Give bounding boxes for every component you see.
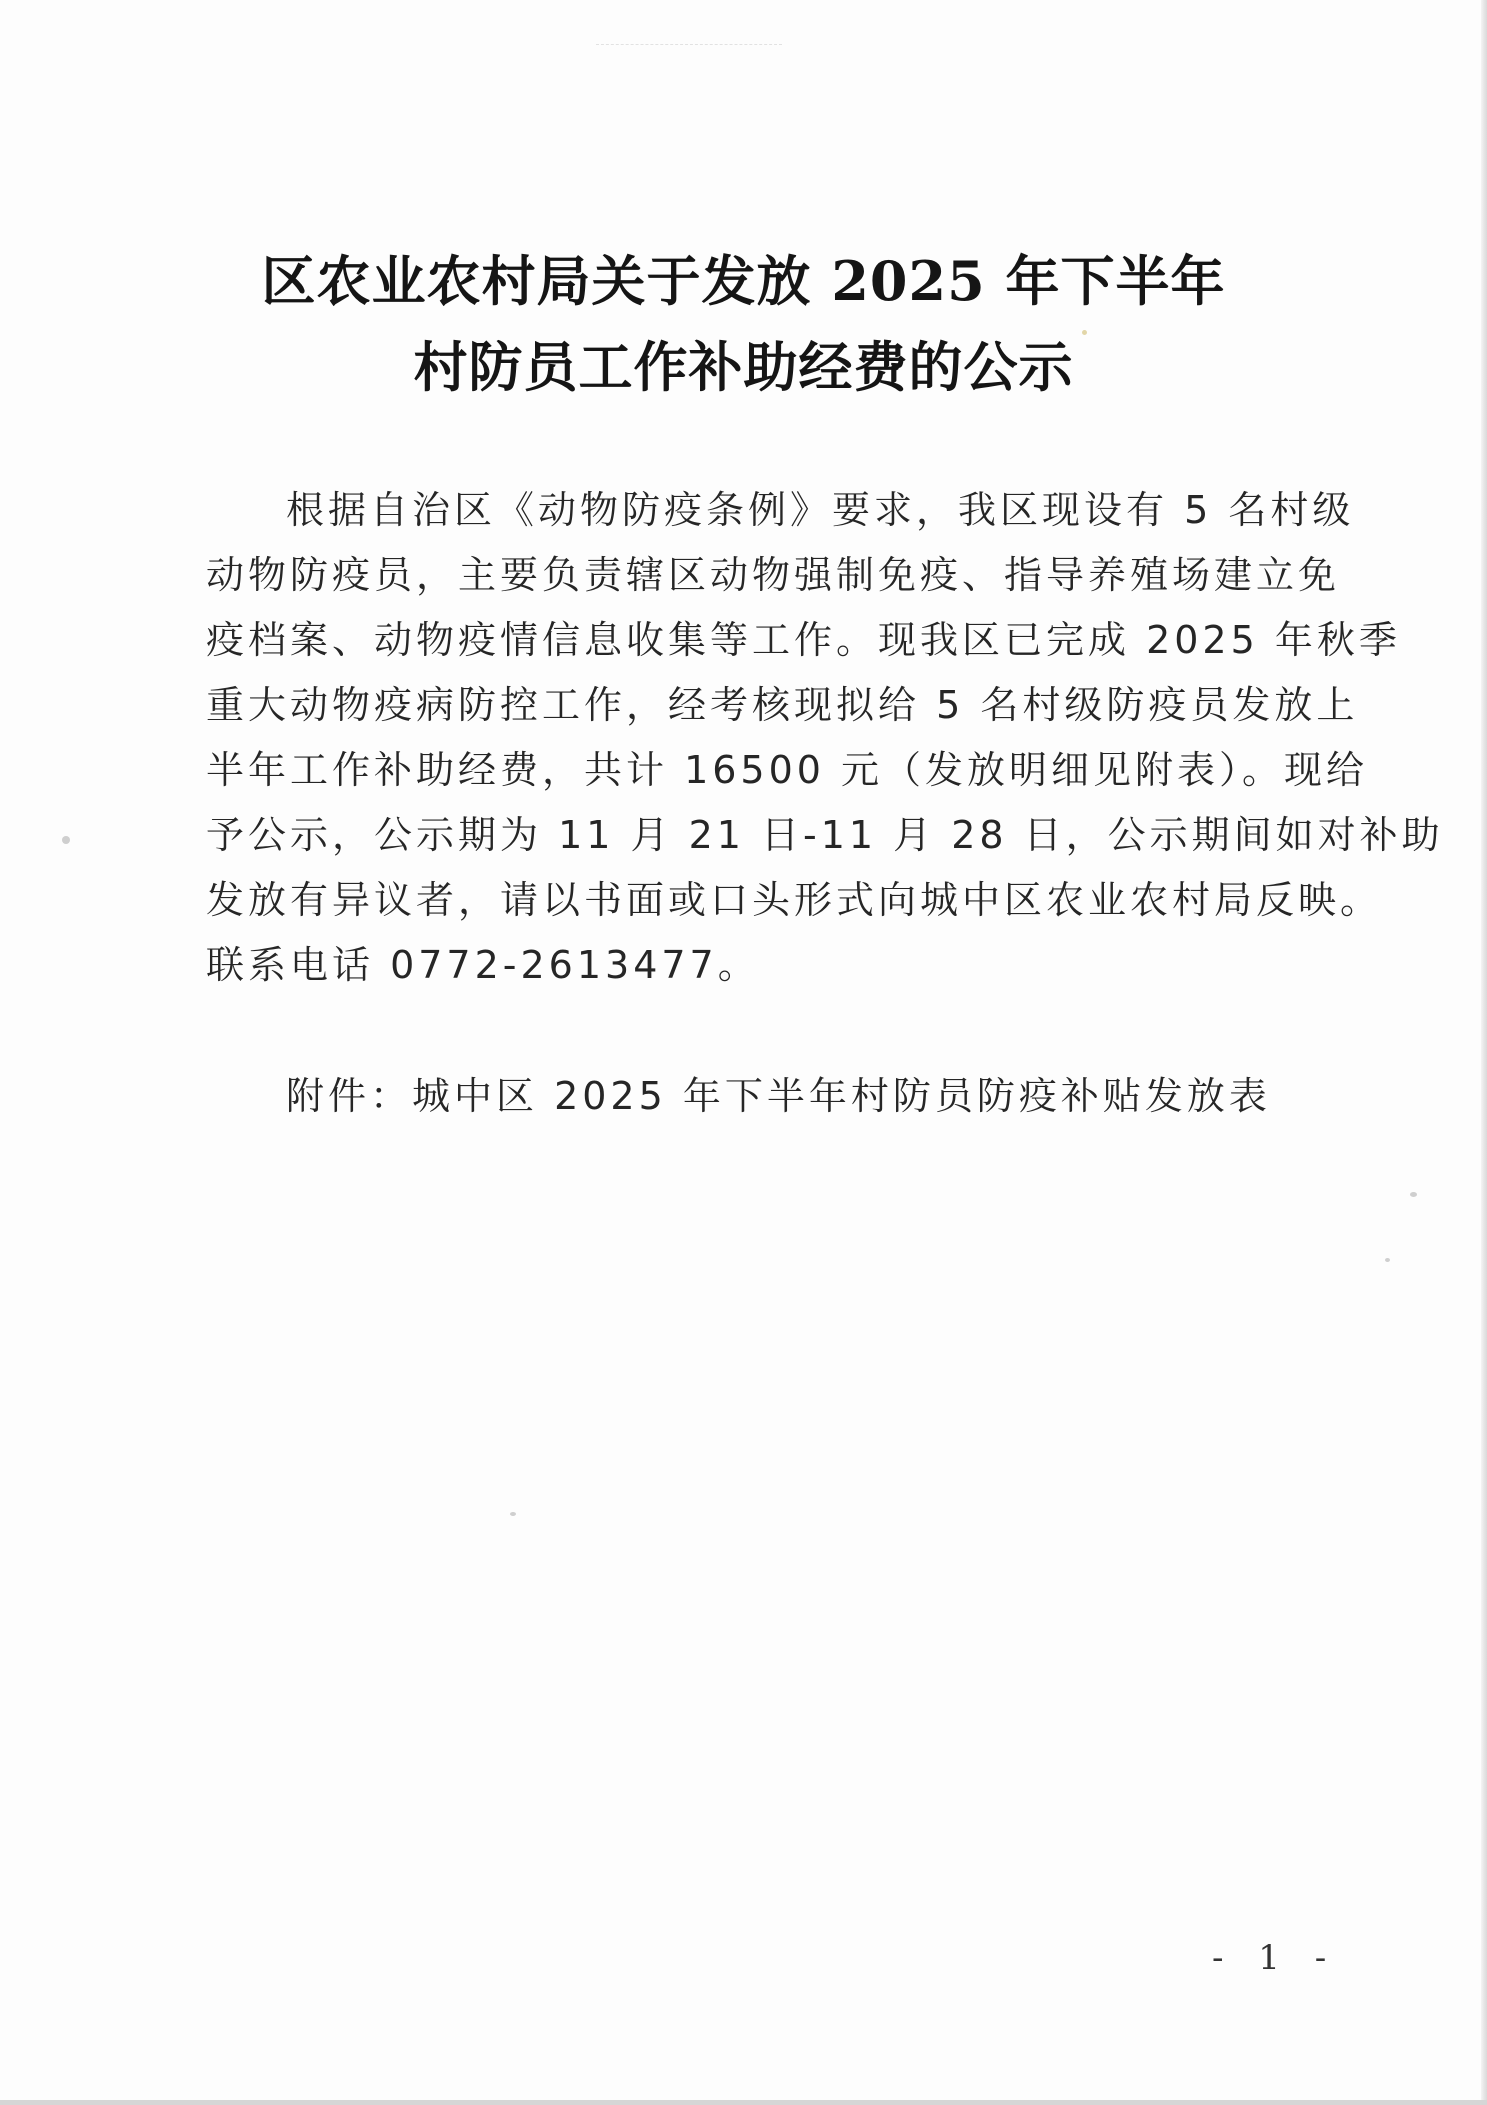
body-line: 联系电话 0772-2613477。 xyxy=(206,943,760,987)
scan-speck xyxy=(1385,1258,1390,1262)
attachment-note: 附件：城中区 2025 年下半年村防员防疫补贴发放表 xyxy=(286,1074,1271,1118)
body-line: 重大动物疫病防控工作，经考核现拟给 5 名村级防疫员发放上 xyxy=(206,683,1359,727)
title-line-2: 村防员工作补助经费的公示 xyxy=(413,335,1074,399)
scan-smudge xyxy=(596,44,782,59)
body-line: 予公示，公示期为 11 月 21 日-11 月 28 日，公示期间如对补助 xyxy=(206,813,1444,857)
body-line: 动物防疫员，主要负责辖区动物强制免疫、指导养殖场建立免 xyxy=(206,553,1341,597)
body-line: 发放有异议者，请以书面或口头形式向城中区农业农村局反映。 xyxy=(206,878,1383,922)
scan-speck xyxy=(62,836,70,844)
notice-body xyxy=(206,478,1444,998)
title-line-1: 区农业农村局关于发放 2025 年下半年 xyxy=(261,249,1226,313)
body-line: 半年工作补助经费，共计 16500 元（发放明细见附表）。现给 xyxy=(206,748,1369,792)
scan-edge-bottom xyxy=(0,2100,1487,2105)
scan-speck xyxy=(1410,1192,1417,1197)
page-number: - 1 - xyxy=(1212,1938,1339,1978)
document-title xyxy=(0,238,1487,410)
scan-speck xyxy=(510,1512,516,1516)
body-line: 根据自治区《动物防疫条例》要求，我区现设有 5 名村级 xyxy=(286,488,1355,532)
body-line: 疫档案、动物疫情信息收集等工作。现我区已完成 2025 年秋季 xyxy=(206,618,1401,662)
